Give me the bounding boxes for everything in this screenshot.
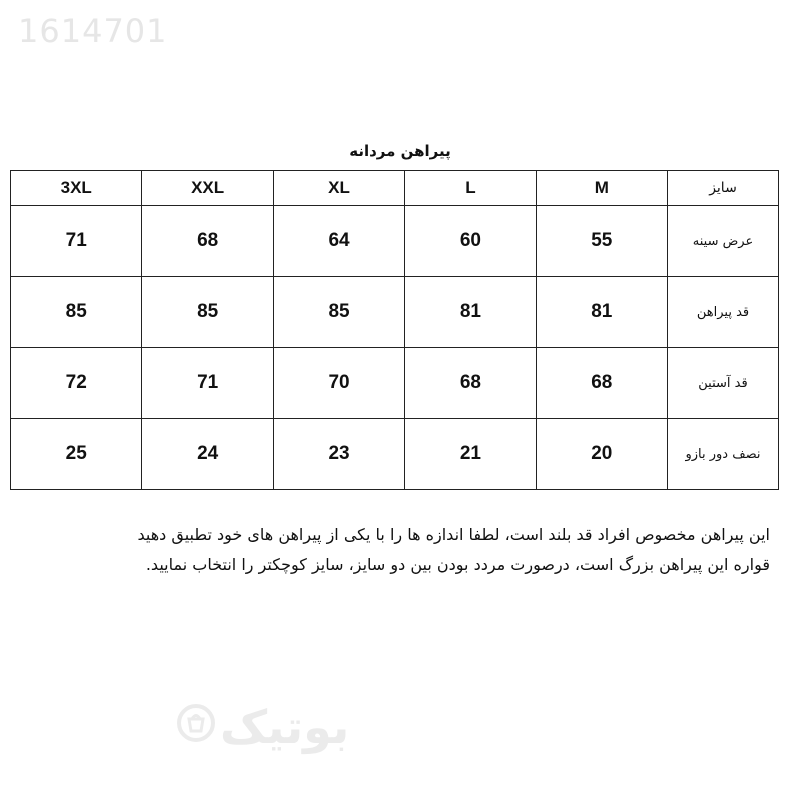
row-label: قد پیراهن (668, 277, 779, 348)
table-cell: 21 (405, 419, 536, 490)
page-title: پیراهن مردانه (349, 142, 451, 160)
table-cell: 68 (405, 348, 536, 419)
table-cell: 25 (11, 419, 142, 490)
table-cell: 81 (405, 277, 536, 348)
watermark (176, 700, 349, 754)
header-size-cell: 3XL (11, 171, 142, 206)
table-cell: 60 (405, 206, 536, 277)
table-cell: 64 (273, 206, 404, 277)
row-label: نصف دور بازو (668, 419, 779, 490)
table-cell: 85 (273, 277, 404, 348)
header-size-label: سایز (668, 171, 779, 206)
table-cell: 70 (273, 348, 404, 419)
table-cell: 81 (536, 277, 667, 348)
table-row (11, 277, 779, 348)
table-row (11, 419, 779, 490)
table-row (11, 206, 779, 277)
size-note (30, 520, 770, 580)
table-cell: 24 (142, 419, 273, 490)
product-id: 1614701 (18, 12, 168, 50)
note-line: قواره این پیراهن بزرگ است، درصورت مردد بودن بین دو سایز، سایز کوچکتر را انتخاب نمایید. (145, 555, 770, 574)
header-size-cell: XXL (142, 171, 273, 206)
size-chart-table (10, 170, 779, 490)
shopping-bag-icon (176, 700, 216, 754)
table-cell: 20 (536, 419, 667, 490)
row-label: قد آستین (668, 348, 779, 419)
table-header-row (11, 171, 779, 206)
note-line: این پیراهن مخصوص افراد قد بلند است، لطفا اندازه ها را با یکی از پیراهن های خود تطبیق دهید (137, 525, 770, 544)
table-cell: 71 (142, 348, 273, 419)
table-row (11, 348, 779, 419)
table-cell: 68 (536, 348, 667, 419)
table-cell: 71 (11, 206, 142, 277)
table-cell: 68 (142, 206, 273, 277)
header-size-cell: M (536, 171, 667, 206)
watermark-text: بوتیک (220, 700, 350, 754)
table-cell: 23 (273, 419, 404, 490)
table-cell: 55 (536, 206, 667, 277)
header-size-cell: L (405, 171, 536, 206)
table-cell: 85 (142, 277, 273, 348)
table-cell: 85 (11, 277, 142, 348)
row-label: عرض سینه (668, 206, 779, 277)
table-cell: 72 (11, 348, 142, 419)
header-size-cell: XL (273, 171, 404, 206)
